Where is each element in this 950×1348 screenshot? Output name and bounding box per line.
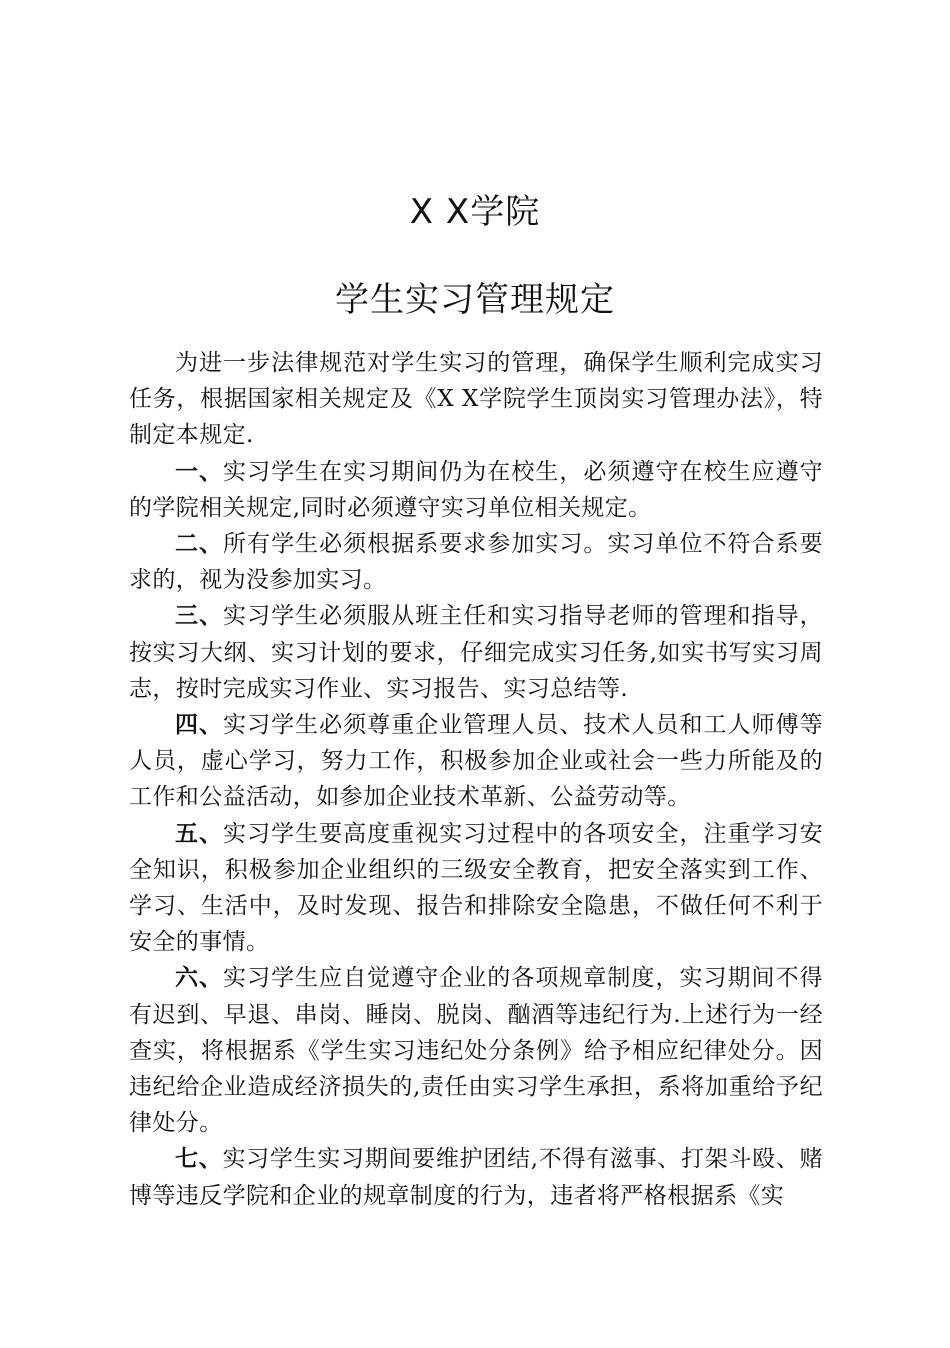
- document-body: [129, 345, 823, 1214]
- section-2: [129, 526, 823, 598]
- section-6: [129, 960, 823, 1141]
- section-5: [129, 816, 823, 961]
- section-3-text: 实习学生必须服从班主任和实习指导老师的管理和指导，按实习大纲、实习计划的要求，仔细完成实习任务,如实书写实习周志，按时完成实习作业、实习报告、实习总结等.: [129, 603, 823, 702]
- section-7-number: 七、: [175, 1145, 223, 1173]
- section-6-number: 六、: [175, 964, 224, 992]
- section-4-text: 实习学生必须尊重企业管理人员、技术人员和工人师傅等人员，虚心学习，努力工作，积极参加企业或社会一些力所能及的工作和公益活动，如参加企业技术革新、公益劳动等。: [129, 712, 823, 811]
- section-1-text: 实习学生在实习期间仍为在校生，必须遵守在校生应遵守的学院相关规定,同时必须遵守实习单位相关规定。: [129, 458, 823, 521]
- section-3-number: 三、: [175, 602, 224, 630]
- intro-paragraph: 为进一步法律规范对学生实习的管理，确保学生顺利完成实习任务，根据国家相关规定及《X X学院学生顶岗实习管理办法》，特制定本规定.: [129, 350, 823, 449]
- section-2-text: 所有学生必须根据系要求参加实习。实习单位不符合系要求的，视为没参加实习。: [129, 531, 823, 594]
- section-1: [129, 454, 823, 526]
- section-5-text: 实习学生要高度重视实习过程中的各项安全，注重学习安全知识，积极参加企业组织的三级安全教育，把安全落实到工作、学习、生活中，及时发现、报告和排除安全隐患，不做任何不利于安全的事情。: [129, 820, 823, 956]
- section-1-number: 一、: [175, 457, 224, 485]
- section-5-number: 五、: [175, 819, 224, 847]
- section-2-number: 二、: [175, 530, 224, 558]
- section-7: [129, 1141, 823, 1213]
- section-4: [129, 707, 823, 816]
- section-7-text: 实习学生实习期间要维护团结,不得有滋事、打架斗殴、赌博等违反学院和企业的规章制度的行为，违者将严格根据系《实: [129, 1146, 823, 1209]
- document-title-regulation: 学生实习管理规定: [335, 280, 615, 320]
- section-4-number: 四、: [175, 711, 224, 739]
- section-6-text: 实习学生应自觉遵守企业的各项规章制度，实习期间不得有迟到、早退、串岗、睡岗、脱岗、酗酒等违纪行为.上述行为一经查实，将根据系《学生实习违纪处分条例》给予相应纪律处分。因违纪给企业造成经济损失的,责任由实习学生承担，系将加重给予纪律处分。: [129, 965, 823, 1137]
- section-3: [129, 598, 823, 707]
- document-title-college: X X学院: [409, 192, 541, 232]
